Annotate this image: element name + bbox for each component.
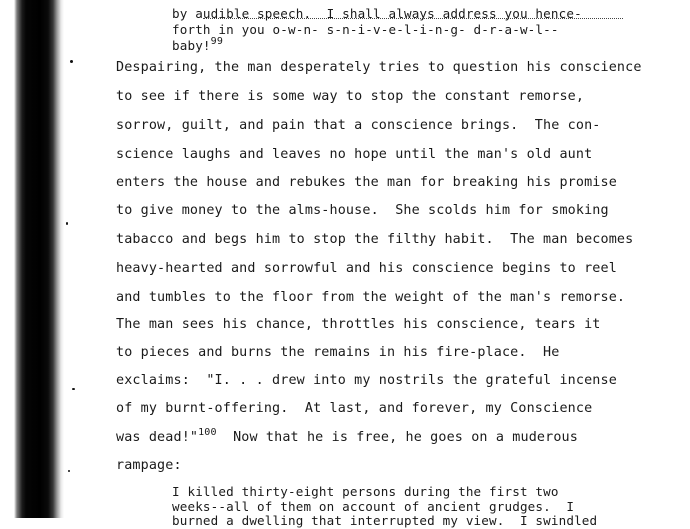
- paragraph-line: enters the house and rebukes the man for breaking his promise: [116, 175, 617, 190]
- paragraph-line: to give money to the alms-house. She scolds him for smoking: [116, 203, 609, 218]
- paragraph-text: Now that he is free, he goes on a muderous: [216, 430, 578, 445]
- quote-end-text: baby!: [172, 38, 211, 53]
- paragraph-line: sorrow, guilt, and pain that a conscience brings. The con-: [116, 118, 601, 133]
- scan-speckle: [68, 470, 70, 472]
- paragraph-line: rampage:: [116, 458, 182, 473]
- paragraph-line: exclaims: "I. . . drew into my nostrils the grateful incense: [116, 373, 617, 388]
- paragraph-line: The man sees his chance, throttles his conscience, tears it: [116, 317, 601, 332]
- paragraph-line: of my burnt-offering. At last, and forever, my Conscience: [116, 401, 593, 416]
- bottom-quote-line: burned a dwelling that interrupted my view. I swindled: [172, 513, 598, 528]
- bottom-quote-line: weeks--all of them on account of ancient grudges. I: [172, 499, 575, 514]
- top-quote-line: by audible speech. I shall always address you hence-: [172, 6, 582, 21]
- paragraph-line: to see if there is some way to stop the constant remorse,: [116, 89, 585, 104]
- paragraph-line: tabacco and begs him to stop the filthy habit. The man becomes: [116, 232, 634, 247]
- footnote-marker: 100: [198, 427, 217, 438]
- paragraph-line: Despairing, the man desperately tries to question his conscience: [116, 60, 642, 75]
- scan-speckle: [66, 222, 68, 225]
- footnote-marker: 99: [210, 36, 224, 47]
- paragraph-line: science laughs and leaves no hope until the man's old aunt: [116, 147, 593, 162]
- top-quote-line: forth in you o-w-n- s-n-i-v-e-l-i-n-g- d-r-a-w-l--: [172, 22, 559, 37]
- scan-speckle: [72, 388, 75, 390]
- binding-shadow: [0, 0, 64, 518]
- paragraph-text: was dead!": [116, 430, 199, 445]
- paragraph-line: [116, 427, 578, 446]
- top-quote-line: [172, 38, 223, 54]
- paragraph-line: and tumbles to the floor from the weight of the man's remorse.: [116, 290, 626, 305]
- paragraph-line: to pieces and burns the remains in his fire-place. He: [116, 345, 560, 360]
- bottom-quote-line: I killed thirty-eight persons during the first two: [172, 484, 559, 499]
- paragraph-line: heavy-hearted and sorrowful and his conscience begins to reel: [116, 261, 617, 276]
- scan-speckle: [70, 60, 73, 63]
